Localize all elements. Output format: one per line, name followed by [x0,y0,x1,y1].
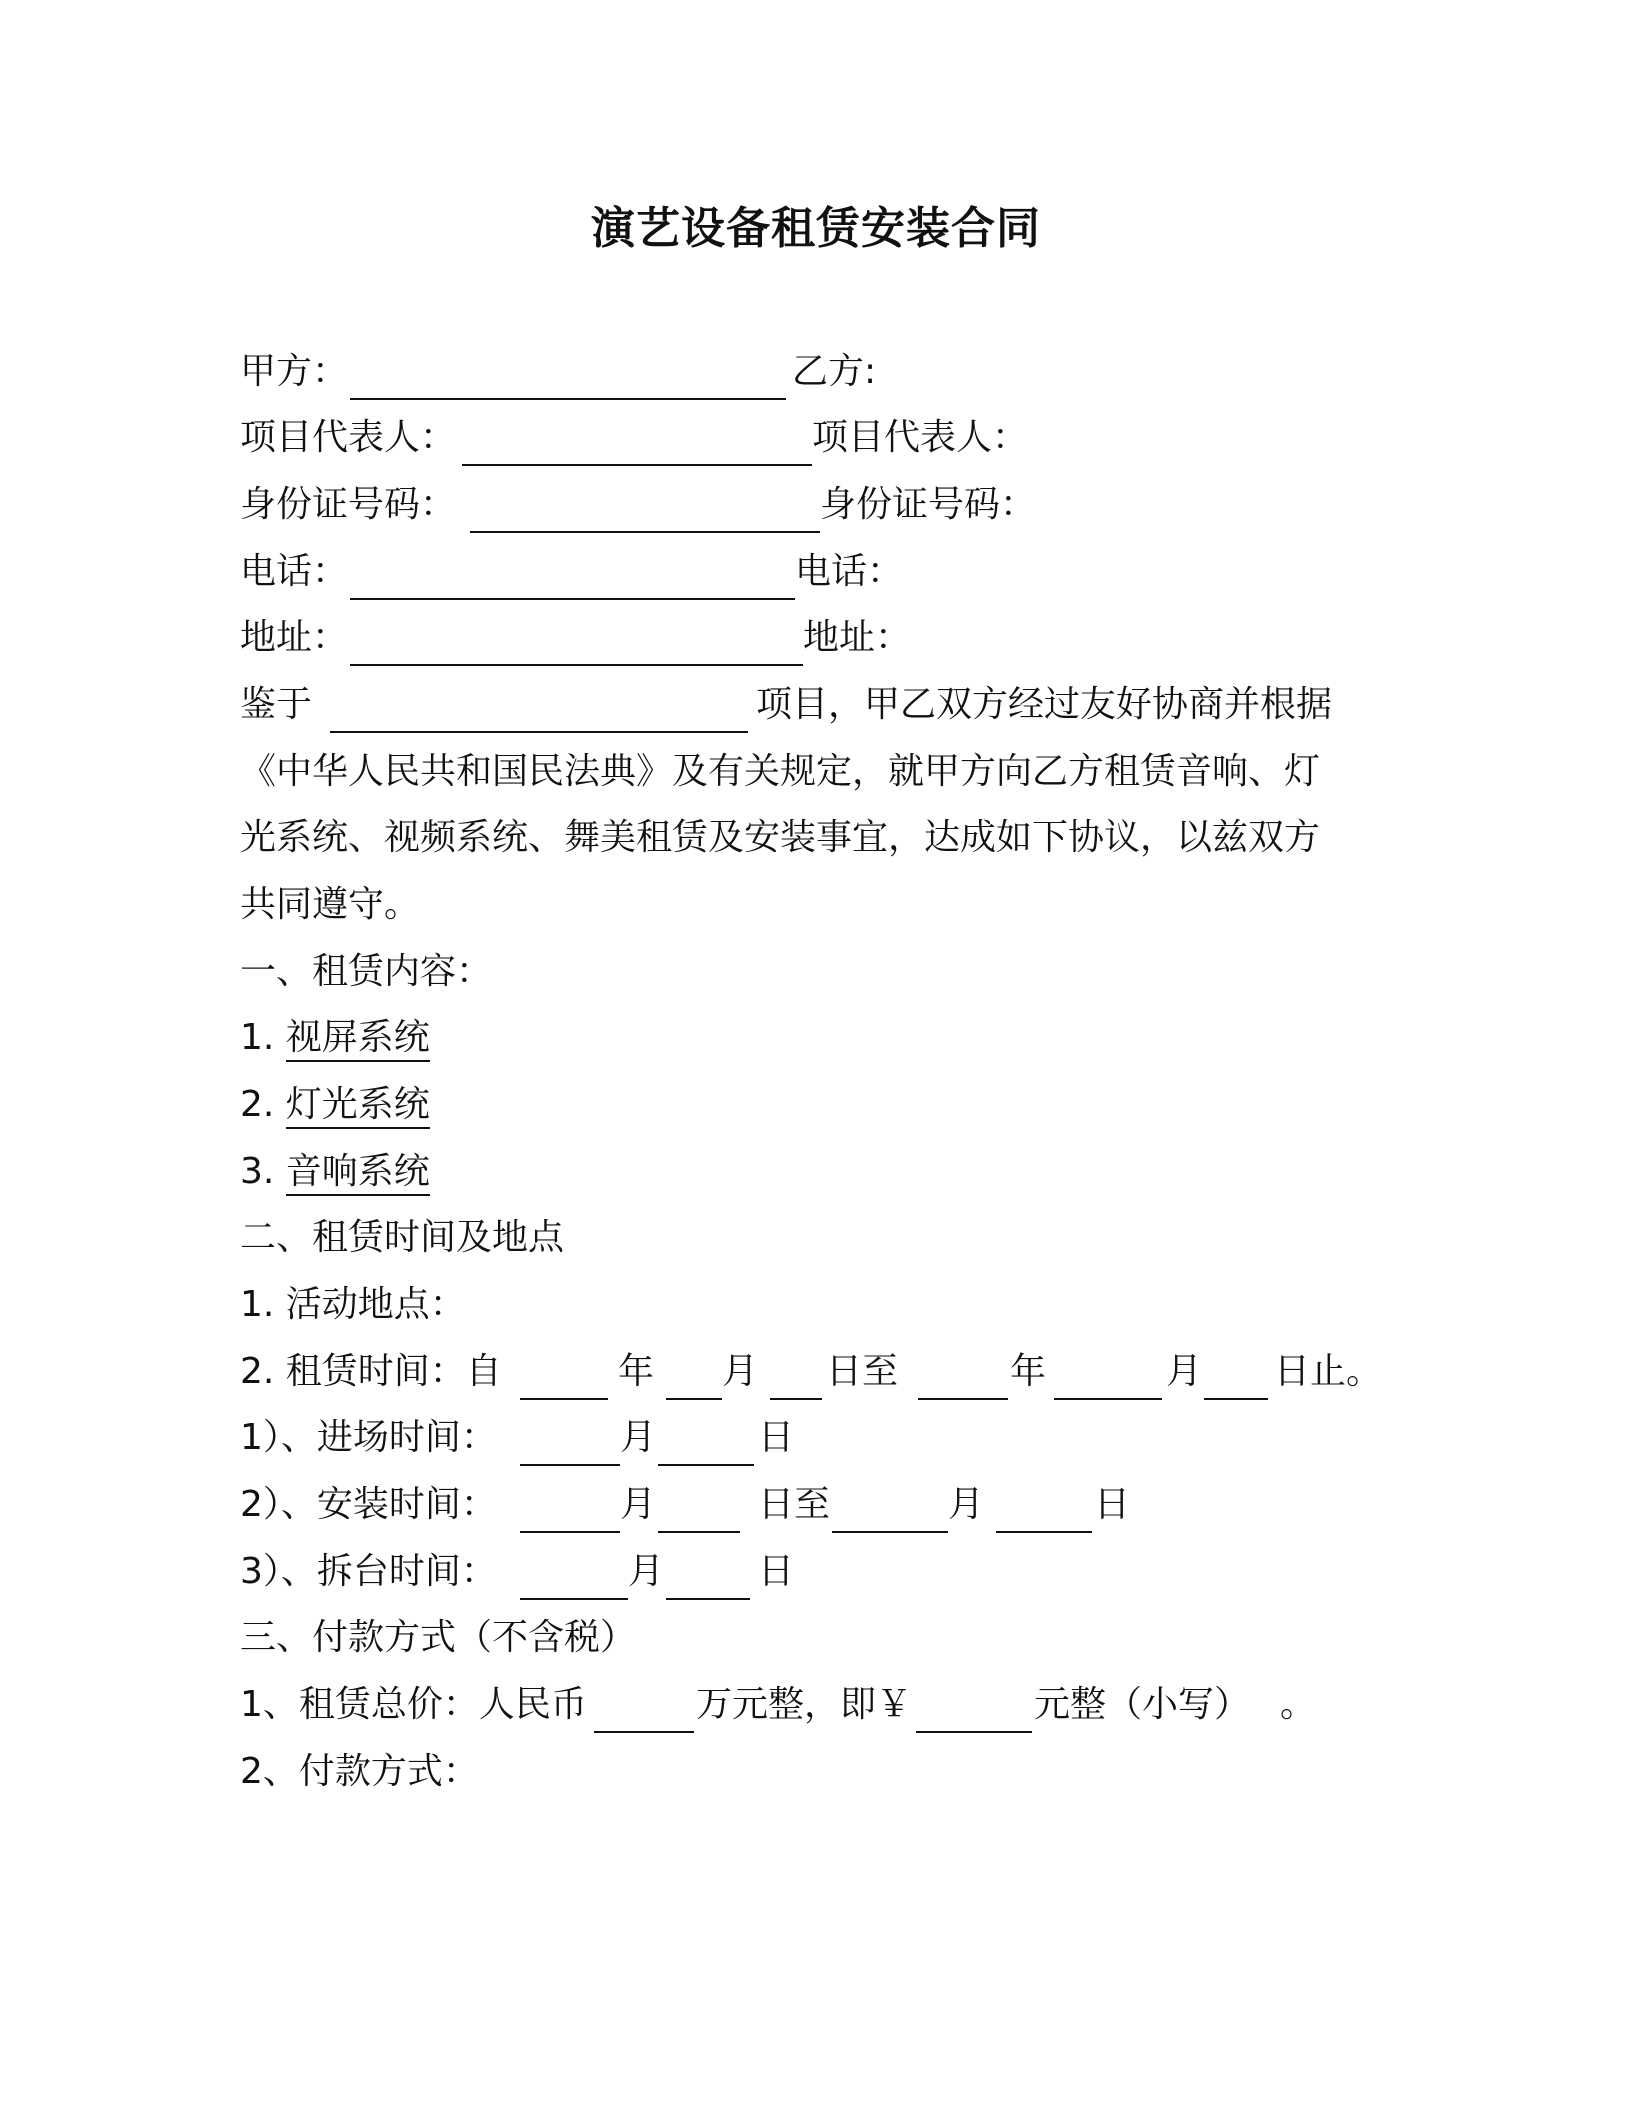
install-start-month-unit: 月 [620,1484,657,1525]
phone-b-label: 电话： [795,551,904,592]
address-a-field[interactable] [350,608,803,666]
start-month-field[interactable] [666,1342,722,1400]
rep-b-label: 项目代表人： [812,417,1029,458]
entry-time-label: 1）、进场时间： [240,1417,497,1458]
dismantle-month-field[interactable] [520,1542,628,1600]
rental-period-label: 2. 租赁时间：自 [240,1351,502,1392]
project-name-field[interactable] [330,675,748,733]
rental-item-text: 视屏系统 [286,1017,430,1062]
preamble-line-2: 《中华人民共和国民法典》及有关规定，就甲方向乙方租赁音响、灯 [240,751,1321,792]
id-b-label: 身份证号码： [820,484,1037,525]
entry-month-unit: 月 [620,1417,657,1458]
total-price-number-field[interactable] [916,1675,1032,1733]
start-month-unit: 月 [722,1351,759,1392]
address-b-label: 地址： [803,617,912,658]
start-day-unit: 日至 [826,1351,899,1392]
rental-item-number: 2. [240,1084,286,1125]
end-month-field[interactable] [1054,1342,1162,1400]
preamble-line-3: 光系统、视频系统、舞美租赁及安装事宜，达成如下协议，以兹双方 [240,817,1321,858]
total-price-suffix: 元整（小写） [1034,1684,1251,1725]
rental-item-number: 1. [240,1017,286,1058]
rep-a-field[interactable] [462,408,812,466]
end-year-field[interactable] [918,1342,1008,1400]
id-a-label: 身份证号码： [240,484,457,525]
entry-month-field[interactable] [520,1408,620,1466]
address-a-label: 地址： [240,617,349,658]
entry-day-unit: 日 [758,1417,795,1458]
total-price-end: 。 [1280,1684,1317,1725]
end-day-field[interactable] [1204,1342,1268,1400]
total-price-label: 1、租赁总价：人民币 [240,1684,587,1725]
dismantle-day-field[interactable] [666,1542,750,1600]
total-price-unit: 万元整，即￥ [696,1684,913,1725]
end-day-unit: 日止。 [1274,1351,1383,1392]
install-start-month-field[interactable] [520,1475,620,1533]
install-time-label: 2）、安装时间： [240,1484,497,1525]
party-b-label: 乙方: [792,351,877,392]
rental-item [240,1075,430,1135]
start-year-unit: 年 [618,1351,655,1392]
party-a-field[interactable] [350,342,786,400]
section3-heading: 三、付款方式（不含税） [240,1617,637,1658]
install-day-to-unit: 日至 [758,1484,831,1525]
rental-item [240,1142,430,1202]
payment-method-line: 2、付款方式： [240,1751,479,1792]
section2-heading: 二、租赁时间及地点 [240,1217,565,1258]
total-price-wan-field[interactable] [594,1675,694,1733]
section1-heading: 一、租赁内容： [240,951,493,992]
dismantle-month-unit: 月 [628,1551,665,1592]
dismantle-day-unit: 日 [758,1551,795,1592]
dismantle-time-label: 3）、拆台时间： [240,1551,497,1592]
preamble-suffix: 项目，甲乙双方经过友好协商并根据 [756,684,1333,725]
install-end-month-unit: 月 [948,1484,985,1525]
rental-item-number: 3. [240,1151,286,1192]
rental-item-text: 音响系统 [286,1151,430,1196]
install-end-month-field[interactable] [832,1475,948,1533]
preamble-prefix: 鉴于 [240,684,313,725]
end-month-unit: 月 [1166,1351,1203,1392]
entry-day-field[interactable] [658,1408,754,1466]
install-start-day-field[interactable] [658,1475,740,1533]
install-end-day-unit: 日 [1094,1484,1131,1525]
party-a-label: 甲方： [240,351,349,392]
rental-item [240,1008,430,1068]
start-day-field[interactable] [770,1342,822,1400]
document-title: 演艺设备租赁安装合同 [591,203,1041,254]
end-year-unit: 年 [1010,1351,1047,1392]
phone-a-label: 电话： [240,551,349,592]
venue-line: 1. 活动地点： [240,1284,466,1325]
rental-item-text: 灯光系统 [286,1084,430,1129]
phone-a-field[interactable] [350,542,795,600]
id-a-field[interactable] [470,475,820,533]
preamble-line-4: 共同遵守。 [240,884,421,925]
install-end-day-field[interactable] [996,1475,1092,1533]
rep-a-label: 项目代表人： [240,417,457,458]
start-year-field[interactable] [520,1342,608,1400]
